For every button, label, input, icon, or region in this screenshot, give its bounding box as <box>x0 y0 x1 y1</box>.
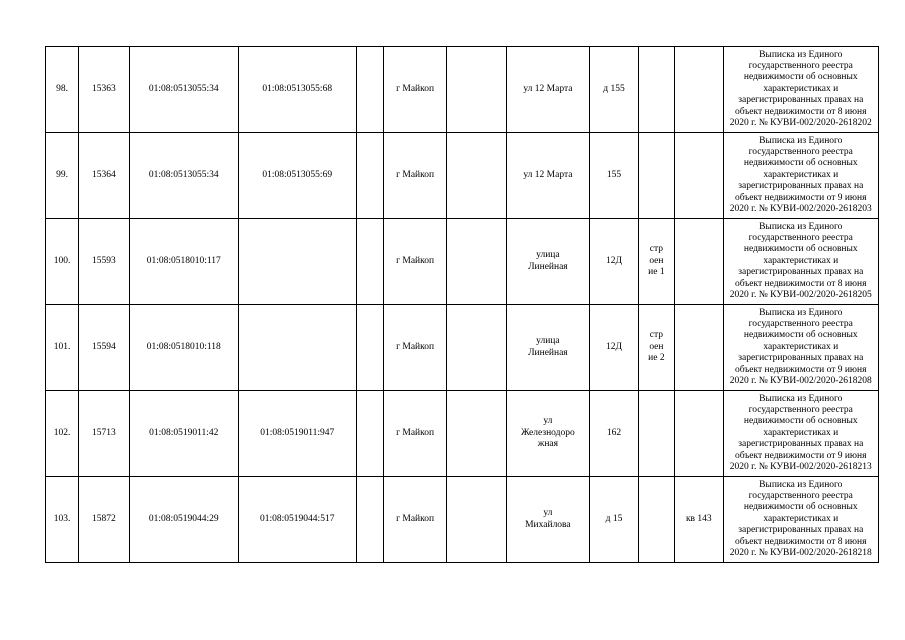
street-cell: улица Линейная <box>506 219 590 305</box>
row-number-cell: 98. <box>46 47 79 133</box>
land-cadastral-number-cell: 01:08:0518010:117 <box>129 219 238 305</box>
table-row <box>46 219 879 305</box>
object-cadastral-number-cell: 01:08:0519044:517 <box>238 477 356 563</box>
building-cell <box>638 391 674 477</box>
house-number-cell: 155 <box>590 133 638 219</box>
table-row <box>46 477 879 563</box>
land-cadastral-number-cell: 01:08:0518010:118 <box>129 305 238 391</box>
registry-number-cell: 15363 <box>79 47 130 133</box>
house-number-cell: 162 <box>590 391 638 477</box>
street-cell: ул 12 Марта <box>506 47 590 133</box>
row-number-cell: 103. <box>46 477 79 563</box>
property-registry-table <box>45 46 879 563</box>
street-cell: ул Михайлова <box>506 477 590 563</box>
apartment-cell <box>675 133 723 219</box>
row-number-cell: 100. <box>46 219 79 305</box>
city-cell: г Майкоп <box>384 219 447 305</box>
empty-column-cell <box>356 477 384 563</box>
row-number-cell: 99. <box>46 133 79 219</box>
land-cadastral-number-cell: 01:08:0513055:34 <box>129 47 238 133</box>
empty-column-cell <box>356 305 384 391</box>
apartment-cell <box>675 47 723 133</box>
land-cadastral-number-cell: 01:08:0519044:29 <box>129 477 238 563</box>
city-cell: г Майкоп <box>384 305 447 391</box>
apartment-cell: кв 143 <box>675 477 723 563</box>
street-cell: ул Железнодоро жная <box>506 391 590 477</box>
object-cadastral-number-cell: 01:08:0513055:69 <box>238 133 356 219</box>
building-cell <box>638 47 674 133</box>
land-cadastral-number-cell: 01:08:0519011:42 <box>129 391 238 477</box>
object-cadastral-number-cell: 01:08:0519011:947 <box>238 391 356 477</box>
empty-column-cell <box>447 391 507 477</box>
city-cell: г Майкоп <box>384 391 447 477</box>
object-cadastral-number-cell: 01:08:0513055:68 <box>238 47 356 133</box>
empty-column-cell <box>447 477 507 563</box>
empty-column-cell <box>356 47 384 133</box>
document-reference-cell: Выписка из Единого государственного реестра недвижимости об основных характеристиках и зарегистрированных правах на объект недвижимости от 8 июня 2020 г. № КУВИ-002/2020-2618202 <box>723 47 878 133</box>
document-page <box>45 46 879 563</box>
street-cell: улица Линейная <box>506 305 590 391</box>
empty-column-cell <box>356 219 384 305</box>
apartment-cell <box>675 305 723 391</box>
city-cell: г Майкоп <box>384 133 447 219</box>
registry-number-cell: 15593 <box>79 219 130 305</box>
table-body <box>46 47 879 563</box>
table-row <box>46 133 879 219</box>
document-reference-cell: Выписка из Единого государственного реестра недвижимости об основных характеристиках и зарегистрированных правах на объект недвижимости от 9 июня 2020 г. № КУВИ-002/2020-2618213 <box>723 391 878 477</box>
document-reference-cell: Выписка из Единого государственного реестра недвижимости об основных характеристиках и зарегистрированных правах на объект недвижимости от 8 июня 2020 г. № КУВИ-002/2020-2618218 <box>723 477 878 563</box>
house-number-cell: 12Д <box>590 305 638 391</box>
empty-column-cell <box>447 305 507 391</box>
empty-column-cell <box>447 219 507 305</box>
empty-column-cell <box>356 133 384 219</box>
registry-number-cell: 15364 <box>79 133 130 219</box>
apartment-cell <box>675 219 723 305</box>
land-cadastral-number-cell: 01:08:0513055:34 <box>129 133 238 219</box>
registry-number-cell: 15594 <box>79 305 130 391</box>
house-number-cell: 12Д <box>590 219 638 305</box>
street-cell: ул 12 Марта <box>506 133 590 219</box>
document-reference-cell: Выписка из Единого государственного реестра недвижимости об основных характеристиках и зарегистрированных правах на объект недвижимости от 8 июня 2020 г. № КУВИ-002/2020-2618205 <box>723 219 878 305</box>
city-cell: г Майкоп <box>384 477 447 563</box>
empty-column-cell <box>356 391 384 477</box>
house-number-cell: д 15 <box>590 477 638 563</box>
building-cell <box>638 133 674 219</box>
object-cadastral-number-cell <box>238 219 356 305</box>
document-reference-cell: Выписка из Единого государственного реестра недвижимости об основных характеристиках и зарегистрированных правах на объект недвижимости от 9 июня 2020 г. № КУВИ-002/2020-2618208 <box>723 305 878 391</box>
house-number-cell: д 155 <box>590 47 638 133</box>
registry-number-cell: 15872 <box>79 477 130 563</box>
table-row <box>46 391 879 477</box>
row-number-cell: 101. <box>46 305 79 391</box>
object-cadastral-number-cell <box>238 305 356 391</box>
building-cell: стр оен ие 1 <box>638 219 674 305</box>
empty-column-cell <box>447 47 507 133</box>
city-cell: г Майкоп <box>384 47 447 133</box>
apartment-cell <box>675 391 723 477</box>
row-number-cell: 102. <box>46 391 79 477</box>
table-row <box>46 47 879 133</box>
empty-column-cell <box>447 133 507 219</box>
table-row <box>46 305 879 391</box>
document-reference-cell: Выписка из Единого государственного реестра недвижимости об основных характеристиках и зарегистрированных правах на объект недвижимости от 9 июня 2020 г. № КУВИ-002/2020-2618203 <box>723 133 878 219</box>
building-cell: стр оен ие 2 <box>638 305 674 391</box>
registry-number-cell: 15713 <box>79 391 130 477</box>
building-cell <box>638 477 674 563</box>
